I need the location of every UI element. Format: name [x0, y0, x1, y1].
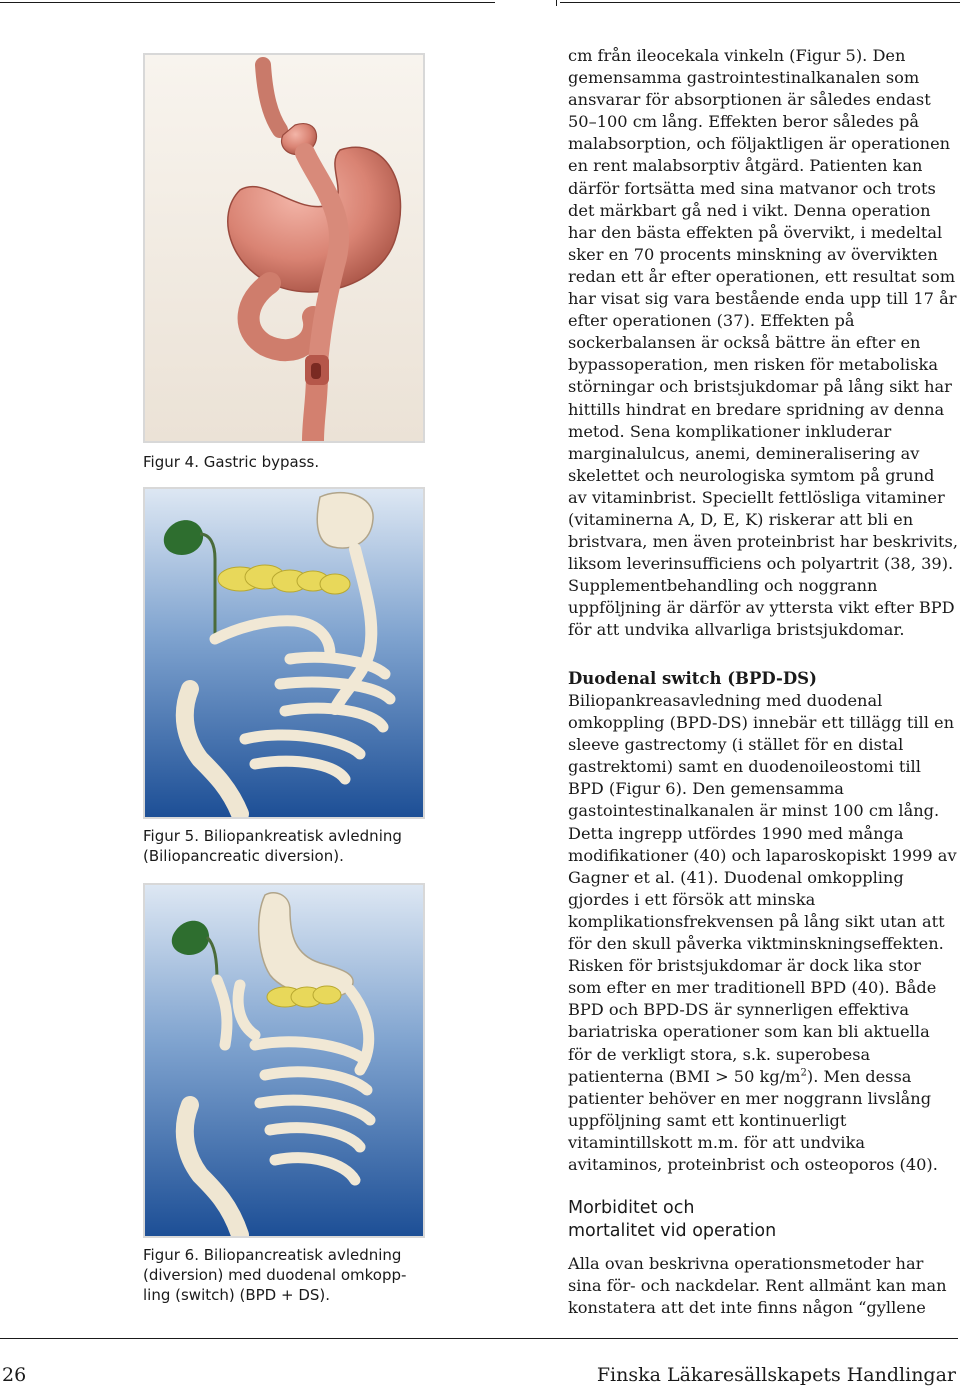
paragraph-3-text: Alla ovan beskrivna operationsmetoder har sina för- och nackdelar. Rent allmänt kan man konstatera att det inte finns någon “gyllene	[568, 1254, 947, 1318]
figure-4-caption: Figur 4. Gastric bypass.	[143, 453, 320, 471]
figure-5-caption-line-1: Figur 5. Biliopankreatisk avledning	[143, 827, 402, 845]
heading-morb-line-1: Morbiditet och	[568, 1198, 695, 1218]
paragraph-1-text: cm från ileocekala vinkeln (Figur 5). Den gemensamma gastrointestinalkanalen som ansvarar för absorptionen är således endast 50–100 cm lång. Effekten beror således på malabsorption, och följaktligen är operationen en rent malabsorptiv åtgärd. Patienten kan därför fortsätta med sina matvanor och trots det märkbart gå ned i vikt. Denna operation har den bästa effekten på övervikt, i medeltal sker en 70 procents minskning av övervikten redan ett år efter operationen, ett resultat som har visat sig vara bestående enda upp till 17 år efter operationen (37). Effekten på sockerbalansen är också bättre än efter en bypassoperation, men risken för metaboliska störningar och bristsjukdomar på lång sikt har hittills hindrat en bredare spridning av denna metod. Sena komplikationer inkluderar marginalulcus, anemi, demineralisering av skelettet och neurologiska symtom på grund av vitaminbrist. Speciellt fettlösliga vitaminer (vitaminerna A, D, E, K) riskerar att bli en bristvara, men även proteinbrist har beskrivits, liksom leverinsufficiens och polyartrit (38, 39). Supplementbehandling och noggrann uppföljning är därför av yttersta vikt efter BPD för att undvika allvarliga bristsjukdomar.	[568, 46, 958, 640]
body-paragraph-2	[568, 690, 958, 1176]
paragraph-2-text-a: Biliopankreasavledning med duodenal omkoppling (BPD-DS) innebär ett tillägg till en sleeve gastrectomy (i stället för en distal gastrektomi) samt en duodenoileostomi till BPD (Figur 6). Den gemensamma gastointestinalkanalen är minst 100 cm lång. Detta ingrepp utfördes 1990 med många modifikationer (40) och laparoskopiskt 1999 av Gagner et al. (41). Duodenal omkoppling gjordes i ett försök att minska komplikationsfrekvensen på lång sikt utan att för den skull påverka viktminskningseffekten. Risken för bristsjukdomar är dock lika stor som efter en mer traditionell BPD (40). Både BPD och BPD-DS är synnerligen effektiva bariatriska operationer som kan bli aktuella för de verkligt stora, s.k. superobesa patienterna (BMI > 50 kg/m	[568, 691, 957, 1086]
figure-4-gastric-bypass-illustration	[143, 53, 425, 443]
heading-duodenal-switch: Duodenal switch (BPD-DS)	[568, 669, 817, 688]
page-number: 26	[2, 1364, 27, 1386]
figure-5-caption	[143, 826, 433, 866]
journal-title: Finska Läkaresällskapets Handlingar	[596, 1364, 956, 1386]
heading-morbidity-mortality	[568, 1197, 958, 1243]
footer-rule	[0, 1338, 958, 1339]
figure-6-caption	[143, 1245, 433, 1305]
figure-5-biliopancreatic-diversion-illustration	[143, 487, 425, 819]
heading-morb-line-2: mortalitet vid operation	[568, 1221, 777, 1241]
figure-5-caption-line-2: (Biliopancreatic diversion).	[143, 847, 344, 865]
paragraph-2-text-b: ). Men dessa patienter behöver en mer noggrann livslång uppföljning samt ett kontinuerligt vitamintillskott m.m. för att undvika avitaminos, proteinbrist och osteoporos (40).	[568, 1066, 938, 1174]
top-rule	[0, 0, 960, 6]
superscript-2: 2	[800, 1067, 807, 1079]
figure-6-duodenal-switch-illustration	[143, 883, 425, 1238]
body-paragraph-1	[568, 45, 958, 642]
figure-6-caption-line-1: Figur 6. Biliopancreatisk avledning	[143, 1246, 402, 1264]
body-paragraph-3	[568, 1253, 958, 1319]
figure-6-caption-line-2: (diversion) med duodenal omkopp-	[143, 1266, 407, 1284]
figure-6-caption-line-3: ling (switch) (BPD + DS).	[143, 1286, 331, 1304]
